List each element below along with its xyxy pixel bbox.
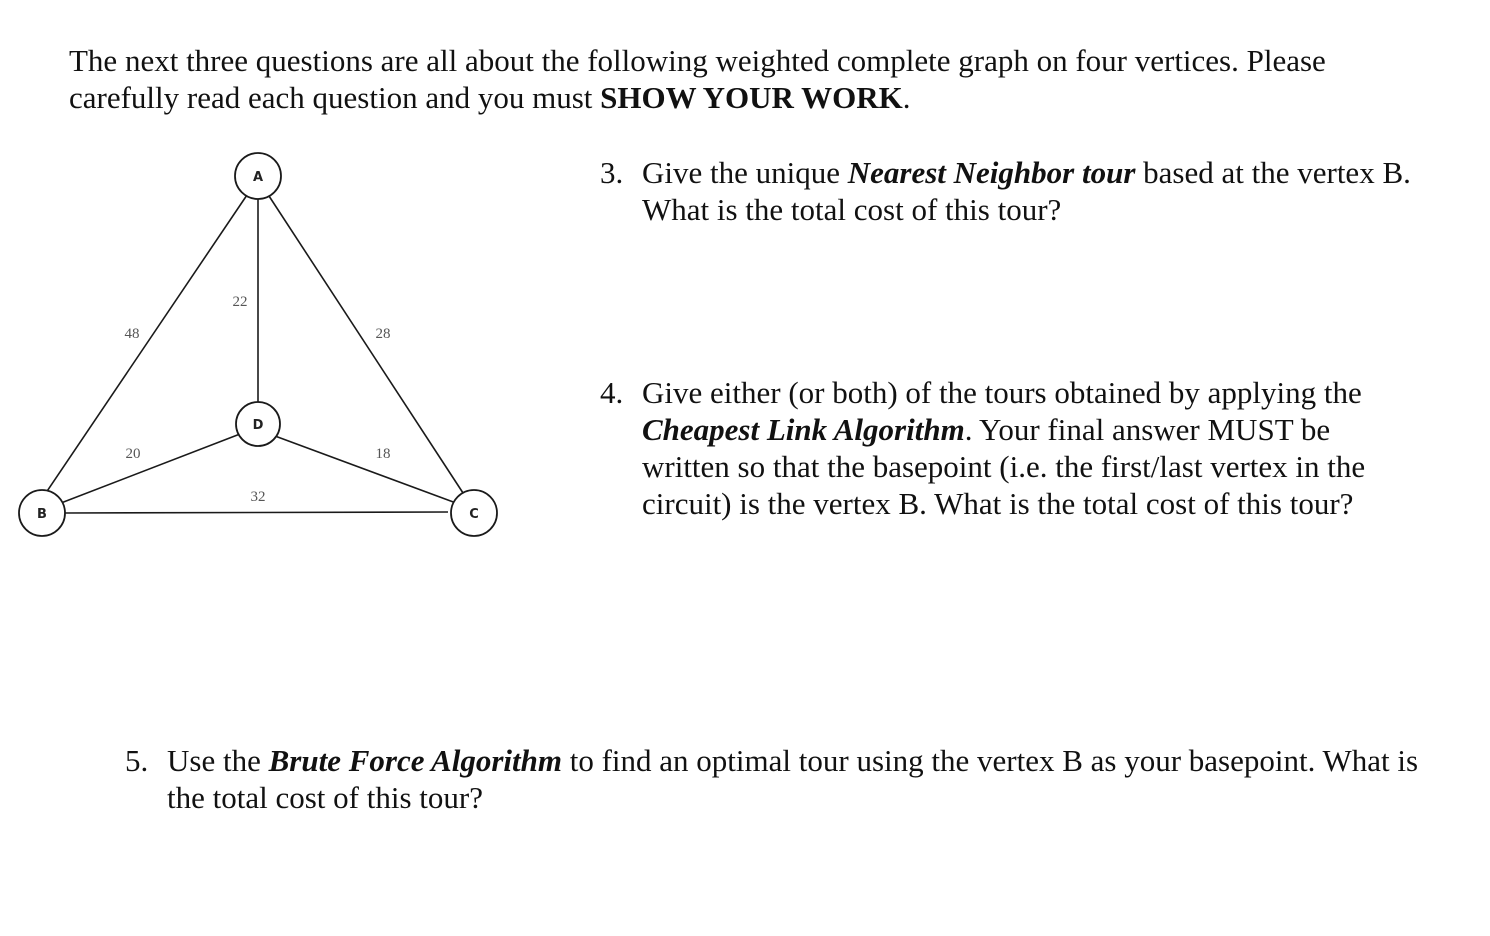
question-4-term: Cheapest Link Algorithm bbox=[642, 412, 965, 447]
vertex-d-label: D bbox=[252, 418, 264, 433]
vertex-c-label: C bbox=[469, 507, 479, 522]
question-3-post: based at the vertex B. What is the total cost of this tour? bbox=[642, 155, 1411, 227]
question-3-term: Nearest Neighbor tour bbox=[847, 155, 1136, 190]
edge-bd bbox=[61, 434, 240, 503]
weight-ab: 48 bbox=[124, 326, 140, 342]
question-5 bbox=[125, 742, 1425, 816]
weight-dc: 18 bbox=[375, 446, 391, 462]
intro-text: The next three questions are all about the following weighted complete graph on four vertices. Please carefully read each question and you must bbox=[69, 43, 1326, 115]
weight-bc: 32 bbox=[250, 489, 266, 505]
vertex-c bbox=[451, 490, 497, 536]
question-5-number: 5. bbox=[125, 743, 149, 778]
question-4-number: 4. bbox=[600, 375, 624, 410]
question-5-term: Brute Force Algorithm bbox=[268, 743, 562, 778]
intro-end: . bbox=[902, 80, 911, 115]
vertex-a bbox=[235, 153, 281, 199]
edge-ab bbox=[33, 195, 247, 512]
intro-emphasis: SHOW YOUR WORK bbox=[600, 80, 903, 115]
weighted-graph bbox=[0, 140, 560, 560]
weight-bd: 20 bbox=[125, 446, 141, 462]
question-3-number: 3. bbox=[600, 155, 624, 190]
edge-ac bbox=[269, 196, 465, 496]
question-4-pre: Give either (or both) of the tours obtained by applying the bbox=[642, 375, 1362, 410]
question-3 bbox=[600, 154, 1420, 228]
weight-ad: 22 bbox=[232, 294, 248, 310]
question-4 bbox=[600, 374, 1420, 522]
question-5-post: to find an optimal tour using the vertex B as your basepoint. What is the total cost of this tour? bbox=[167, 743, 1419, 815]
vertex-d bbox=[236, 402, 280, 446]
edge-bc bbox=[65, 512, 448, 513]
intro-paragraph bbox=[69, 42, 1399, 116]
vertex-b bbox=[19, 490, 65, 536]
vertex-a-label: A bbox=[252, 170, 264, 185]
question-3-pre: Give the unique bbox=[642, 155, 848, 190]
edge-dc bbox=[275, 436, 456, 503]
question-4-post: . Your final answer MUST be written so that the basepoint (i.e. the first/last vertex in the circuit) is the vertex B. What is the total cost of this tour? bbox=[642, 412, 1366, 521]
vertex-b-label: B bbox=[37, 507, 47, 522]
weight-ac: 28 bbox=[375, 326, 391, 342]
question-5-pre: Use the bbox=[167, 743, 269, 778]
